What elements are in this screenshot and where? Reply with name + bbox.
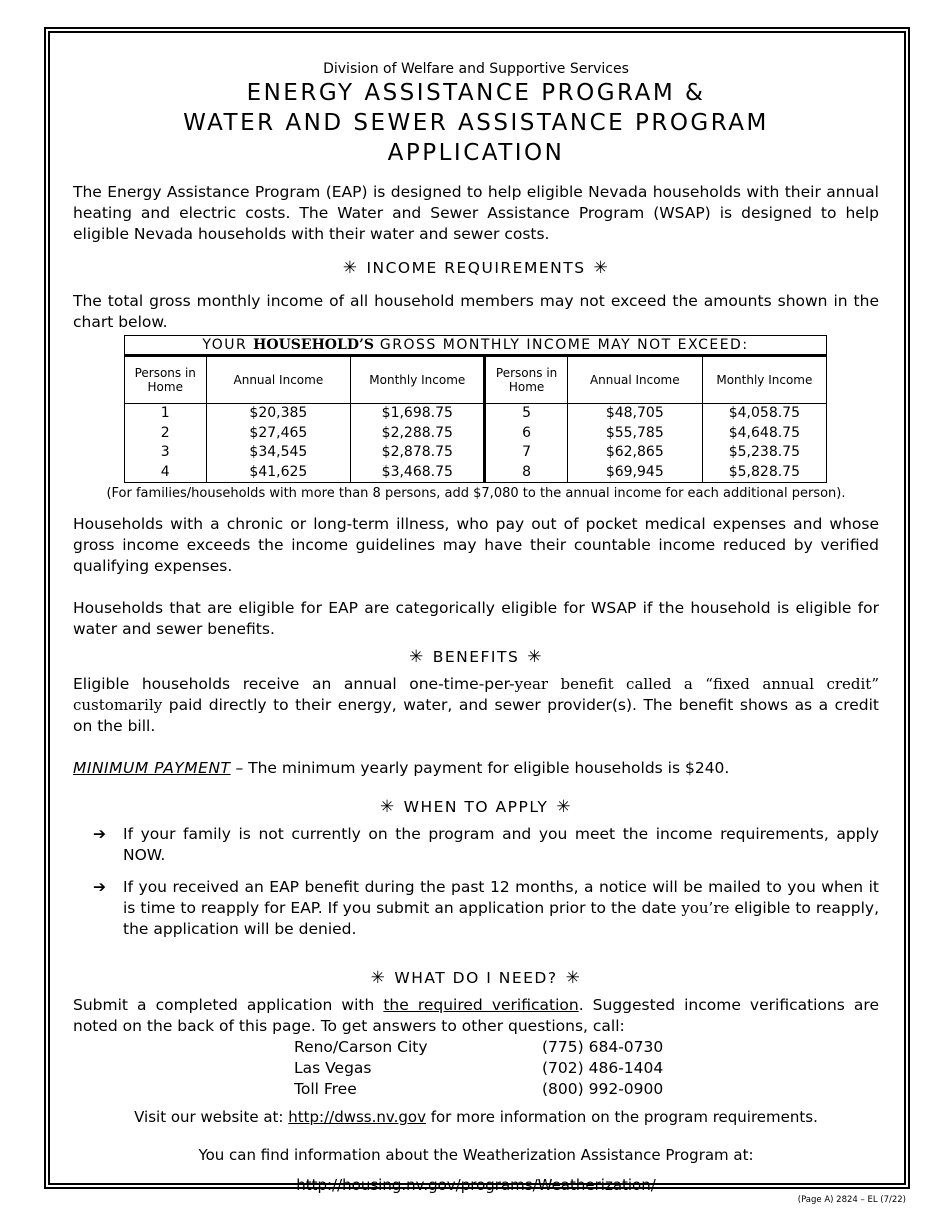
income-paragraph: The total gross monthly income of all household members may not exceed the amounts shown in the chart below. [73,292,879,331]
column-header: Persons in Home [125,356,207,404]
when-to-apply-heading: ✳ WHEN TO APPLY ✳ [379,797,573,817]
column-header: Monthly Income [351,356,485,404]
asterisk-icon: ✳ [565,968,582,988]
table-cell: $4,058.75 [702,404,826,424]
benefits-heading: ✳ BENEFITS ✳ [408,647,544,667]
medical-expense-paragraph: Households with a chronic or long-term illness, who pay out of pocket medical expenses and whose gross income exceeds the income guidelines may have their countable income reduced by verified qualifying expenses. [73,515,879,575]
table-cell: 5 [485,404,568,424]
table-cell: $69,945 [567,463,702,483]
table-cell: $5,238.75 [702,443,826,463]
what-do-i-need-paragraph: Submit a completed application with the required verification. Suggested income verifications are noted on the back of this page. To get answers to other questions, call: [73,996,879,1035]
title-line-3: APPLICATION [387,140,565,166]
asterisk-icon: ✳ [556,797,573,817]
column-header: Annual Income [567,356,702,404]
asterisk-icon: ✳ [593,258,610,278]
asterisk-icon: ✳ [342,258,359,278]
income-table [124,335,827,483]
table-footnote: (For families/households with more than 8 persons, add $7,080 to the annual income for each additional person). [106,486,846,501]
list-item [294,1037,879,1058]
wsap-eligibility-paragraph: Households that are eligible for EAP are categorically eligible for WSAP if the household is eligible for water and sewer benefits. [73,599,879,638]
table-cell: 8 [485,463,568,483]
list-item [294,1079,879,1100]
weatherization-info: You can find information about the Weatherization Assistance Program at: [198,1146,754,1164]
table-cell: $27,465 [206,424,351,444]
website-link[interactable]: http://dwss.nv.gov [288,1108,426,1126]
contact-city: Reno/Carson City [294,1038,428,1056]
contact-list [294,1037,879,1100]
contact-phone: (800) 992-0900 [542,1080,664,1098]
table-row [125,463,827,483]
title-line-2: WATER AND SEWER ASSISTANCE PROGRAM [183,110,769,136]
table-cell: 1 [125,404,207,424]
minimum-payment-paragraph: MINIMUM PAYMENT – The minimum yearly payment for eligible households is $240. [73,759,730,777]
contact-city: Las Vegas [294,1059,372,1077]
table-cell: $62,865 [567,443,702,463]
table-cell: 6 [485,424,568,444]
minimum-payment-label: MINIMUM PAYMENT [73,759,231,777]
list-item: ➔ If your family is not currently on the program and you meet the income requirements, apply NOW. [73,824,879,866]
required-verification-link[interactable]: the required verification [383,996,579,1014]
table-row [125,443,827,463]
contact-phone: (775) 684-0730 [542,1038,664,1056]
asterisk-icon: ✳ [370,968,387,988]
asterisk-icon: ✳ [527,647,544,667]
table-cell: $2,878.75 [351,443,485,463]
income-table-header [125,356,827,404]
table-cell: $2,288.75 [351,424,485,444]
arrow-right-icon: ➔ [93,878,106,896]
title-line-1: ENERGY ASSISTANCE PROGRAM & [246,80,706,106]
table-cell: $4,648.75 [702,424,826,444]
form-page-id: (Page A) 2824 – EL (7/22) [797,1195,906,1205]
website-line: Visit our website at: http://dwss.nv.gov for more information on the program requirements. [134,1108,818,1126]
column-header: Persons in Home [485,356,568,404]
income-table-caption: YOUR HOUSEHOLD’S GROSS MONTHLY INCOME MAY NOT EXCEED: [125,336,827,356]
contact-city: Toll Free [294,1080,357,1098]
table-cell: $5,828.75 [702,463,826,483]
table-cell: $20,385 [206,404,351,424]
table-cell: 4 [125,463,207,483]
document-body [73,60,879,1196]
table-cell: $48,705 [567,404,702,424]
weatherization-link[interactable]: http://housing.nv.gov/programs/Weatherization/ [296,1176,656,1194]
column-header: Monthly Income [702,356,826,404]
income-requirements-heading: ✳ INCOME REQUIREMENTS ✳ [342,258,610,278]
table-row [125,424,827,444]
table-cell: 3 [125,443,207,463]
table-row [125,404,827,424]
list-item [294,1058,879,1079]
table-cell: $3,468.75 [351,463,485,483]
table-cell: 2 [125,424,207,444]
asterisk-icon: ✳ [379,797,396,817]
asterisk-icon: ✳ [408,647,425,667]
benefits-paragraph: Eligible households receive an annual one-time-per-year benefit called a “fixed annual credit” customarily paid directly to their energy, water, and sewer provider(s). The benefit shows as a credit on the bill. [73,675,879,735]
intro-paragraph: The Energy Assistance Program (EAP) is designed to help eligible Nevada households with their annual heating and electric costs. The Water and Sewer Assistance Program (WSAP) is designed to help eligible Nevada households with their water and sewer costs. [73,183,879,243]
column-header: Annual Income [206,356,351,404]
table-cell: $41,625 [206,463,351,483]
arrow-right-icon: ➔ [93,825,106,843]
table-cell: $1,698.75 [351,404,485,424]
agency-name: Division of Welfare and Supportive Services [323,61,629,77]
list-item: ➔ If you received an EAP benefit during the past 12 months, a notice will be mailed to you when it is time to reapply for EAP. If you submit an application prior to the date you’re eligible to reapply, the application will be denied. [73,877,879,940]
table-cell: 7 [485,443,568,463]
contact-phone: (702) 486-1404 [542,1059,664,1077]
what-do-i-need-heading: ✳ WHAT DO I NEED? ✳ [370,968,582,988]
table-cell: $34,545 [206,443,351,463]
table-cell: $55,785 [567,424,702,444]
